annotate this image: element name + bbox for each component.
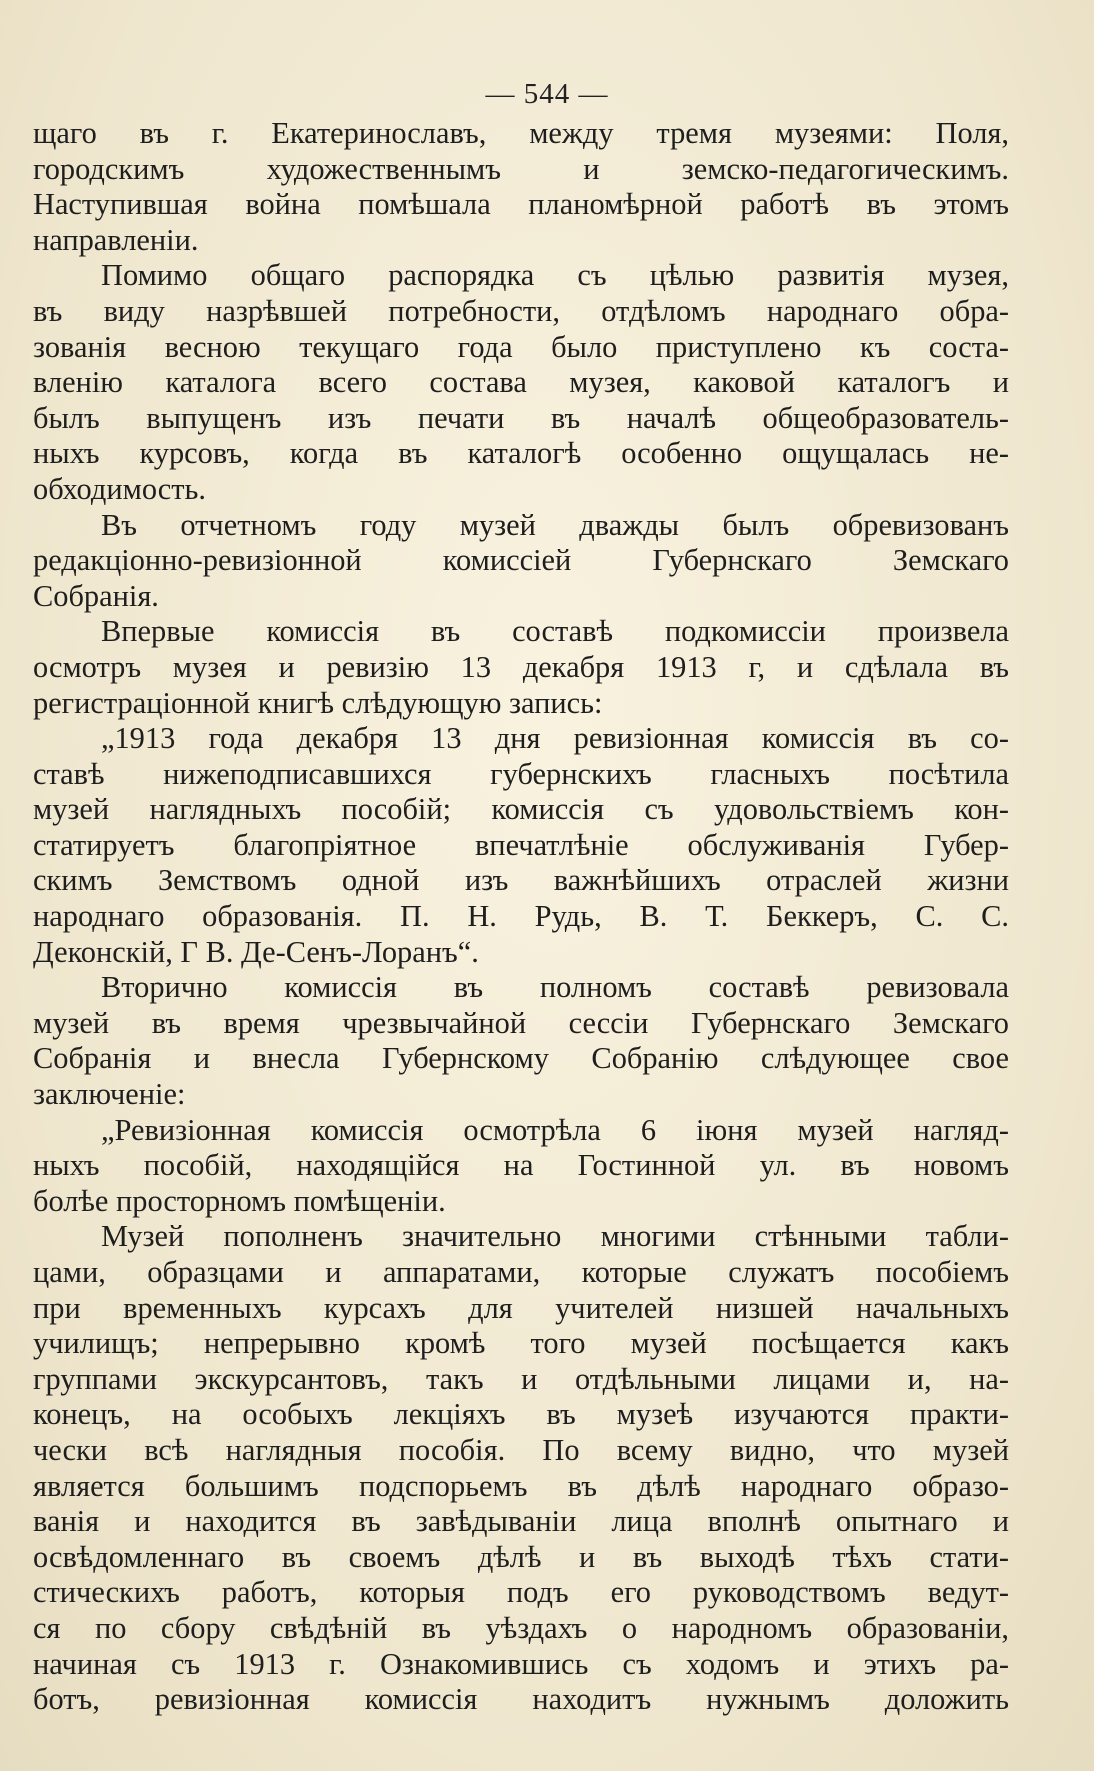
text-line: цами, образцами и аппаратами, которые служатъ пособіемъ (33, 1255, 1009, 1289)
text-line: Музей пополненъ значительно многими стѣнными табли- (101, 1219, 1009, 1254)
text-line: Собранія и внесла Губернскому Собранію слѣдующее свое (33, 1041, 1009, 1076)
text-line: направленіи. (33, 222, 199, 257)
text-line: городскимъ художественнымъ и земско-педагогическимъ. (33, 151, 1009, 186)
text-line: ныхъ курсовъ, когда въ каталогѣ особенно ощущалась не- (33, 436, 1009, 471)
text-line: „1913 года декабря 13 дня ревизіонная комиссія въ со- (101, 721, 1009, 756)
text-line: группами экскурсантовъ, такъ и отдѣльными лицами и, на- (33, 1361, 1009, 1396)
text-line: регистраціонной книгѣ слѣдующую запись: (33, 685, 603, 720)
text-line: при временныхъ курсахъ для учителей низшей начальныхъ (33, 1290, 1009, 1325)
text-line: Помимо общаго распорядка съ цѣлью развитія музея, (101, 258, 1009, 293)
text-line: Собранія. (33, 578, 159, 613)
text-line: „Ревизіонная комиссія осмотрѣла 6 іюня музей нагляд- (101, 1112, 1009, 1147)
text-line: щаго въ г. Екатеринославъ, между тремя музеями: Поля, (33, 116, 1009, 150)
text-line: заключеніе: (33, 1077, 186, 1112)
text-line: ся по сбору свѣдѣній въ уѣздахъ о народномъ образованіи, (33, 1610, 1009, 1645)
text-line: ванія и находится въ завѣдываніи лица вполнѣ опытнаго и (33, 1504, 1009, 1539)
body-text (33, 116, 1009, 1718)
text-line: музей наглядныхъ пособій; комиссія съ удовольствіемъ кон- (33, 792, 1009, 827)
text-line: ныхъ пособій, находящійся на Гостинной ул. въ новомъ (33, 1148, 1009, 1183)
page-number: — 544 — (485, 78, 609, 110)
text-line: зованія весною текущаго года было приступлено къ соста- (33, 329, 1009, 364)
text-line: является большимъ подспорьемъ въ дѣлѣ народнаго образо- (33, 1468, 1009, 1503)
text-line: вленію каталога всего состава музея, каковой каталогъ и (33, 365, 1009, 400)
text-line: ставѣ нижеподписавшихся губернскихъ гласныхъ посѣтила (33, 756, 1009, 791)
text-line: конецъ, на особыхъ лекціяхъ въ музеѣ изучаются практи- (33, 1397, 1009, 1432)
text-line: музей въ время чрезвычайной сессіи Губернскаго Земскаго (33, 1005, 1009, 1040)
text-line: скимъ Земствомъ одной изъ важнѣйшихъ отраслей жизни (33, 863, 1009, 898)
text-line: Въ отчетномъ году музей дважды былъ обревизованъ (101, 507, 1009, 542)
text-line: освѣдомленнаго въ своемъ дѣлѣ и въ выходѣ тѣхъ стати- (33, 1539, 1009, 1574)
text-line: обходимость. (33, 471, 206, 506)
text-line: Наступившая война помѣшала планомѣрной работѣ въ этомъ (33, 187, 1009, 222)
text-line: Вторично комиссія въ полномъ составѣ ревизовала (101, 970, 1009, 1005)
text-line: Впервые комиссія въ составѣ подкомиссіи произвела (101, 614, 1009, 649)
text-line: ботъ, ревизіонная комиссія находитъ нужнымъ доложить (33, 1682, 1009, 1717)
text-line: осмотръ музея и ревизію 13 декабря 1913 г, и сдѣлала въ (33, 649, 1009, 684)
text-line: стическихъ работъ, которыя подъ его руководствомъ ведут- (33, 1575, 1009, 1610)
text-line: редакціонно-ревизіонной комиссіей Губернскаго Земскаго (33, 543, 1009, 578)
text-line: былъ выпущенъ изъ печати въ началѣ общеобразователь- (33, 400, 1009, 435)
text-line: въ виду назрѣвшей потребности, отдѣломъ народнаго обра- (33, 293, 1009, 328)
text-line: статируетъ благопріятное впечатлѣніе обслуживанія Губер- (33, 827, 1009, 862)
text-line: чески всѣ наглядныя пособія. По всему видно, что музей (33, 1432, 1009, 1467)
text-line: болѣе просторномъ помѣщеніи. (33, 1183, 446, 1218)
text-line: Деконскій, Г В. Де-Сенъ-Лоранъ“. (33, 934, 479, 969)
text-line: народнаго образованія. П. Н. Рудь, В. Т. Беккеръ, С. С. (33, 899, 1009, 934)
text-line: начиная съ 1913 г. Ознакомившись съ ходомъ и этихъ ра- (33, 1646, 1009, 1681)
text-line: училищъ; непрерывно кромѣ того музей посѣщается какъ (33, 1326, 1009, 1361)
